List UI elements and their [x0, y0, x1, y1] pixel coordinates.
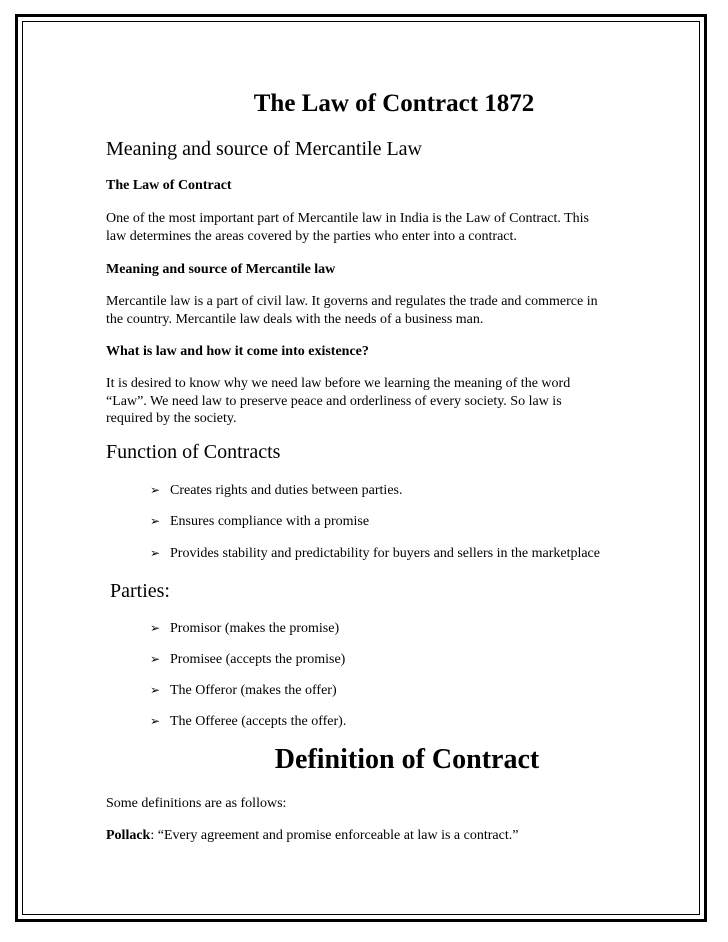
list-item-text: Provides stability and predictability for buyers and sellers in the marketplace — [170, 546, 600, 561]
arrow-bullet-icon: ➢ — [150, 621, 161, 635]
arrow-bullet-icon: ➢ — [150, 683, 161, 697]
list-item-function — [150, 514, 369, 530]
page-title: The Law of Contract 1872 — [253, 90, 535, 117]
definition-intro: Some definitions are as follows: — [106, 796, 287, 811]
list-item-text: Creates rights and duties between parties. — [170, 483, 403, 498]
list-item-text: Promisee (accepts the promise) — [170, 652, 346, 667]
subheading-meaning-source: Meaning and source of Mercantile law — [106, 262, 336, 277]
paragraph-line: required by the society. — [106, 411, 237, 426]
arrow-bullet-icon: ➢ — [150, 546, 161, 560]
subheading-what-is-law: What is law and how it come into existence? — [106, 344, 369, 359]
paragraph-line: “Law”. We need law to preserve peace and orderliness of every society. So law is — [106, 393, 562, 409]
pollack-quote: : “Every agreement and promise enforceable at law is a contract.” — [150, 828, 519, 843]
paragraph-meaning-source — [106, 293, 598, 328]
paragraph-line: One of the most important part of Mercantile law in India is the Law of Contract. This — [106, 211, 590, 226]
list-item-text: Ensures compliance with a promise — [170, 514, 370, 529]
list-item-text: The Offeror (makes the offer) — [170, 683, 337, 698]
section-heading-functions: Function of Contracts — [106, 441, 281, 463]
list-item-party — [150, 621, 339, 637]
arrow-bullet-icon: ➢ — [150, 714, 161, 728]
paragraph-line: law determines the areas covered by the parties who enter into a contract. — [106, 228, 517, 244]
list-item-text: Promisor (makes the promise) — [170, 621, 340, 636]
subheading-law-of-contract: The Law of Contract — [106, 178, 232, 193]
paragraph-what-is-law — [106, 375, 570, 428]
list-item-function — [150, 546, 600, 562]
paragraph-law-of-contract — [106, 210, 589, 245]
pollack-definition — [106, 827, 518, 845]
paragraph-line: It is desired to know why we need law before we learning the meaning of the word — [106, 376, 571, 391]
paragraph-line: Mercantile law is a part of civil law. It governs and regulates the trade and commerce in — [106, 294, 598, 309]
arrow-bullet-icon: ➢ — [150, 514, 161, 528]
paragraph-line: the country. Mercantile law deals with the needs of a business man. — [106, 311, 484, 327]
pollack-label: Pollack — [106, 828, 151, 843]
list-item-function — [150, 483, 402, 499]
list-item-party — [150, 683, 337, 699]
list-item-party — [150, 652, 345, 668]
list-item-party — [150, 714, 346, 730]
arrow-bullet-icon: ➢ — [150, 652, 161, 666]
list-item-text: The Offeree (accepts the offer). — [170, 714, 347, 729]
section-heading-parties: Parties: — [110, 580, 170, 602]
arrow-bullet-icon: ➢ — [150, 483, 161, 497]
definition-heading: Definition of Contract — [274, 744, 540, 775]
section-heading-mercantile: Meaning and source of Mercantile Law — [106, 138, 422, 160]
